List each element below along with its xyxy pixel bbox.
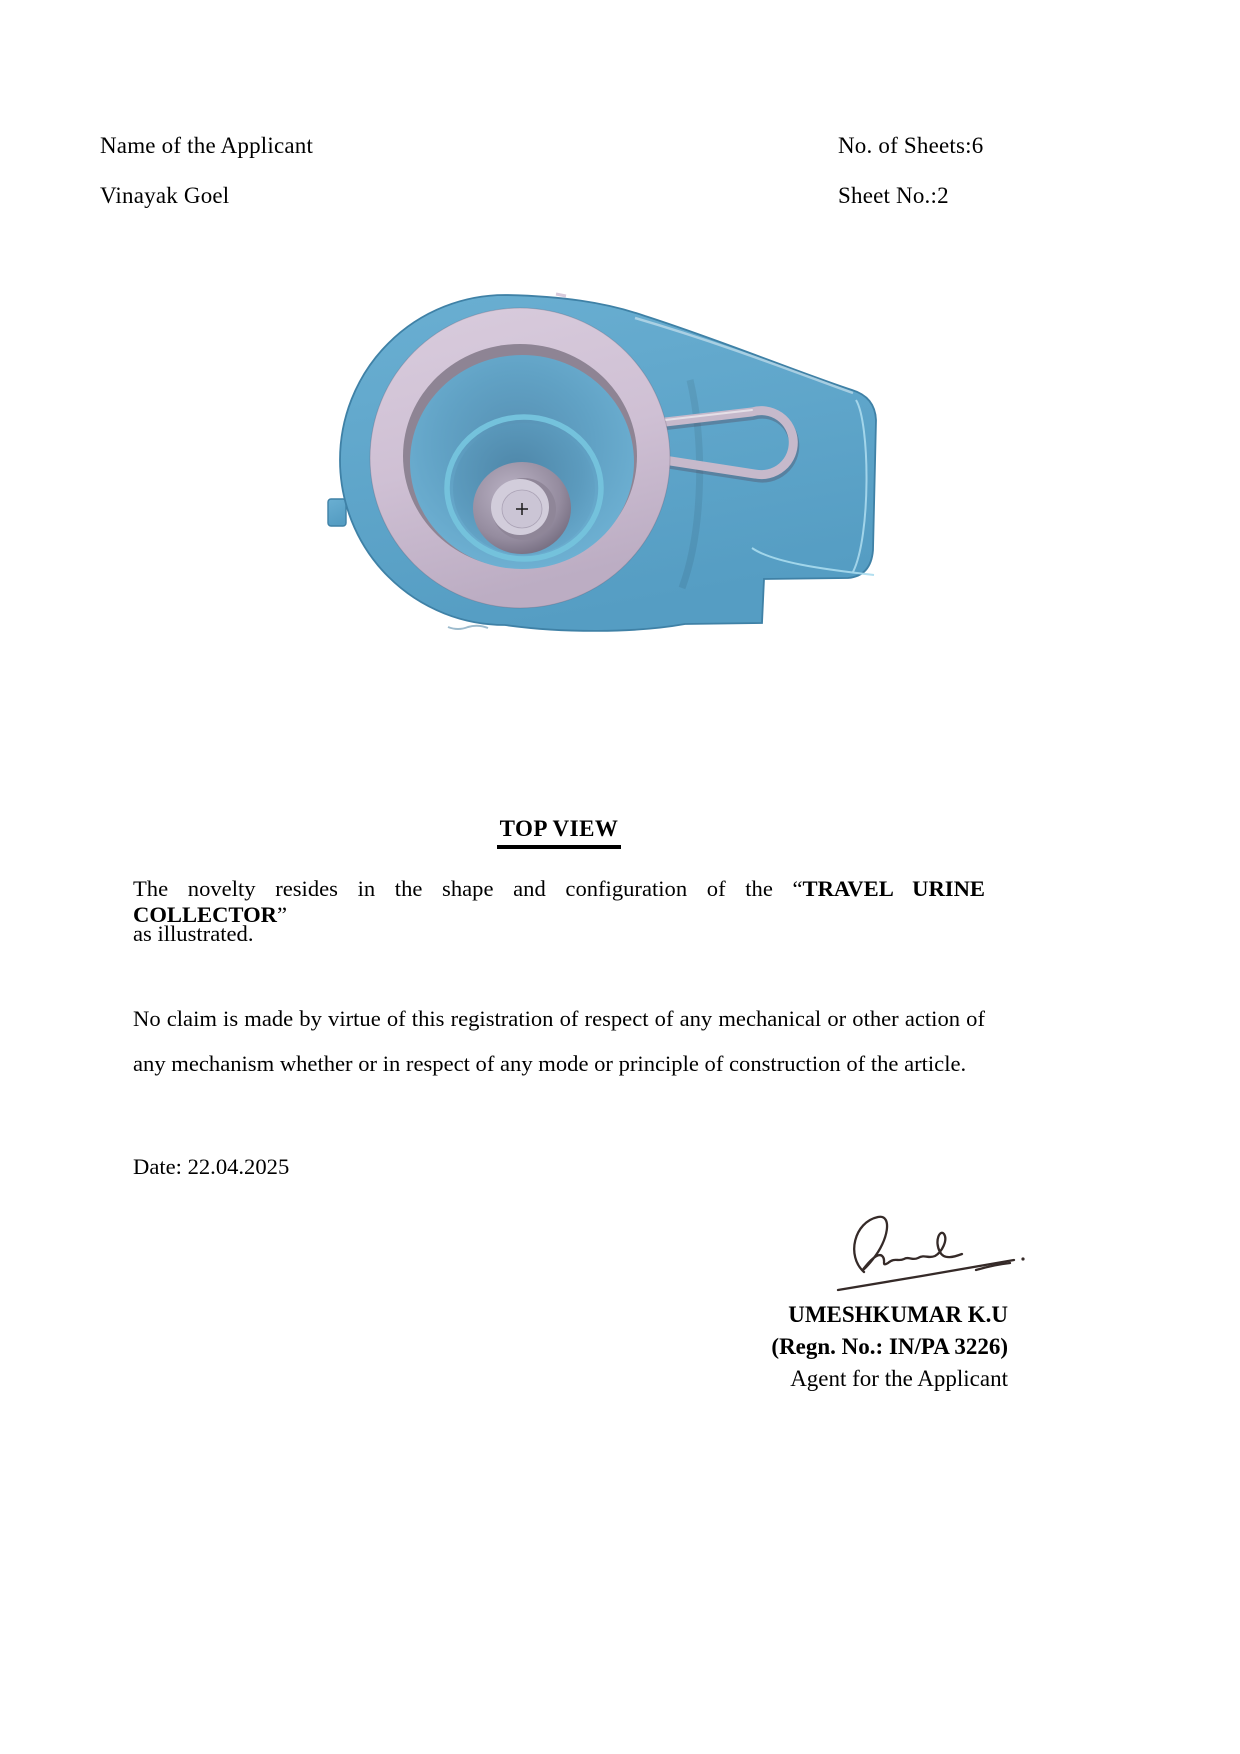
no-claim-paragraph-line1: No claim is made by virtue of this registration of respect of any mechanical or other action of (133, 1006, 985, 1031)
article-name-bold: TRAVEL URINE COLLECTOR (133, 876, 985, 927)
bottom-detail (448, 626, 488, 629)
figure-caption-top-view: TOP VIEW (497, 816, 622, 849)
sheets-count: No. of Sheets:6 (838, 133, 984, 158)
applicant-label: Name of the Applicant (100, 133, 314, 158)
figure-caption-wrap (133, 816, 985, 842)
no-claim-paragraph-line2: any mechanism whether or in respect of any mode or principle of construction of the article. (133, 1051, 967, 1076)
agent-name: UMESHKUMAR K.U (788, 1302, 1008, 1327)
signature-underline (838, 1260, 1014, 1290)
agent-role: Agent for the Applicant (790, 1366, 1008, 1391)
signature-script (854, 1217, 962, 1272)
date-line: Date: 22.04.2025 (133, 1154, 290, 1179)
novelty-text-pre: The novelty resides in the shape and configuration of the “ (133, 876, 803, 901)
novelty-paragraph-line2: as illustrated. (133, 921, 254, 946)
signature-dot (1021, 1257, 1024, 1260)
agent-registration-number: (Regn. No.: IN/PA 3226) (771, 1334, 1008, 1359)
signature (828, 1210, 1028, 1298)
left-edge-tab (328, 499, 346, 526)
novelty-text-post: ” (276, 902, 288, 927)
top-notch (556, 294, 566, 296)
applicant-name: Vinayak Goel (100, 183, 230, 208)
sheet-number: Sheet No.:2 (838, 183, 949, 208)
travel-urine-collector-figure (300, 288, 880, 638)
